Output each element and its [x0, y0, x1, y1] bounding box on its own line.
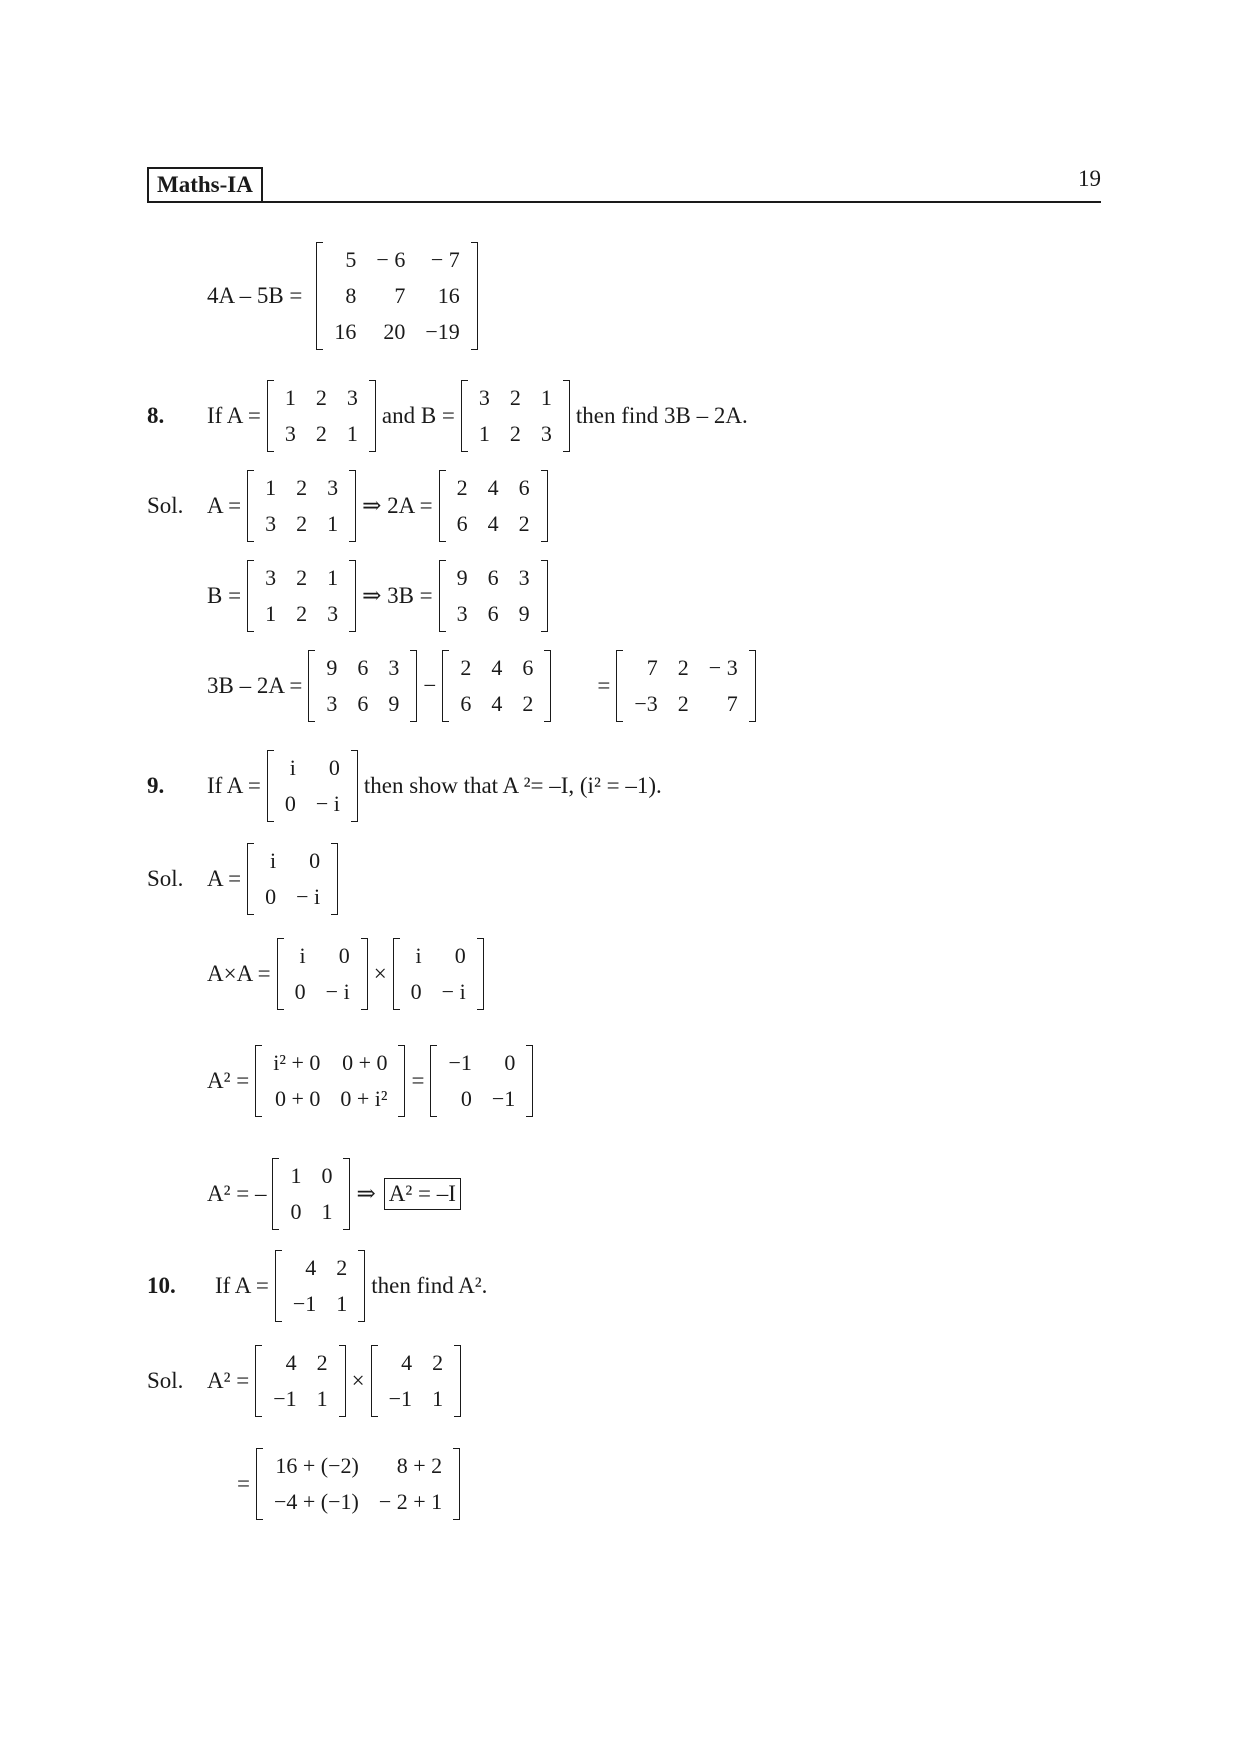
- matrix-row: [447, 506, 540, 542]
- q8-solution-step-1: [147, 470, 554, 542]
- matrix-cell: −1: [388, 1386, 413, 1411]
- matrix-cell: 2: [432, 1350, 444, 1375]
- matrix-cell: 0: [454, 943, 466, 968]
- matrix-cell: −1: [273, 1386, 297, 1411]
- matrix-cell: 0: [504, 1050, 516, 1075]
- matrix-cell: −4 + (−1): [273, 1489, 359, 1514]
- matrix-cell: 0 + i²: [340, 1086, 388, 1111]
- matrix-cell: − i: [315, 791, 340, 816]
- matrix-cell: 2: [296, 565, 308, 590]
- equation-lhs: A² =: [207, 1068, 250, 1093]
- matrix-cell: 3: [478, 385, 490, 410]
- matrix-row: [379, 1345, 453, 1381]
- matrix-cell: 3: [327, 601, 339, 626]
- equation-lhs: 4A – 5B =: [207, 283, 303, 308]
- matrix-row: [275, 416, 368, 452]
- equation-lhs: A =: [207, 866, 242, 891]
- matrix-row: [263, 1381, 337, 1417]
- matrix-row: [264, 1448, 452, 1484]
- matrix-cell: 3: [518, 565, 530, 590]
- matrix-row: [280, 1194, 342, 1230]
- matrix-cell: −1: [448, 1050, 472, 1075]
- matrix-cell: 4: [487, 475, 499, 500]
- matrix-row: [438, 1081, 525, 1117]
- matrix-identity: [272, 1158, 350, 1230]
- question-number: 9.: [147, 773, 165, 798]
- matrix-row: [285, 974, 360, 1010]
- q9-solution-step-1: [147, 843, 344, 915]
- matrix-cell: − 3: [708, 655, 738, 680]
- matrix-row: [316, 650, 409, 686]
- matrix-row: [401, 938, 476, 974]
- matrix-row: [283, 1250, 357, 1286]
- equals-sign: =: [597, 673, 611, 698]
- matrix-cell: 4: [305, 1255, 317, 1280]
- matrix-cell: 9: [388, 691, 400, 716]
- matrix-cell: 1: [327, 511, 339, 536]
- question-9: [147, 750, 662, 822]
- matrix-cell: 2: [456, 475, 468, 500]
- matrix-cell: − i: [296, 884, 321, 909]
- matrix-cell: 3: [327, 475, 339, 500]
- matrix-cell: 1: [284, 385, 296, 410]
- q8-solution-step-2: [207, 560, 554, 632]
- header-title: Maths-IA: [147, 167, 263, 203]
- matrix-cell: 16: [437, 283, 460, 308]
- matrix-cell: 1: [290, 1163, 302, 1188]
- matrix-cell: 3: [265, 565, 277, 590]
- question-text: If A =: [215, 1273, 269, 1298]
- matrix-cell: 9: [518, 601, 530, 626]
- equation-lhs: A² =: [207, 1368, 250, 1393]
- matrix-cell: 2: [522, 691, 534, 716]
- matrix-cell: 0: [290, 1199, 302, 1224]
- matrix-cell: − 7: [430, 247, 460, 272]
- matrix-cell: 1: [327, 565, 339, 590]
- solution-label: Sol.: [147, 493, 184, 518]
- matrix-cell: 0 + 0: [274, 1086, 321, 1111]
- matrix-row: [275, 786, 350, 822]
- question-text: and B =: [381, 403, 455, 428]
- matrix-a: [275, 1250, 365, 1322]
- equals-sign: =: [237, 1471, 250, 1496]
- q10-solution-step-2: [237, 1448, 466, 1520]
- matrix-cell: 3: [346, 385, 358, 410]
- matrix-3b: [439, 560, 548, 632]
- matrix-cell: 8 + 2: [396, 1453, 443, 1478]
- matrix-cell: 0 + 0: [342, 1050, 388, 1075]
- matrix-row: [263, 1345, 337, 1381]
- matrix-cell: 2: [296, 475, 308, 500]
- equals-sign: =: [411, 1068, 425, 1093]
- question-text: then show that A ²= –I, (i² = –1).: [363, 773, 662, 798]
- matrix-cell: 1: [265, 475, 277, 500]
- matrix-row: [316, 686, 409, 722]
- matrix-row: [263, 1045, 397, 1081]
- q9-solution-step-2: [207, 938, 490, 1010]
- matrix: [316, 242, 477, 350]
- matrix-row: [624, 650, 747, 686]
- matrix-cell: 16 + (−2): [275, 1453, 359, 1478]
- matrix-row: [255, 596, 348, 632]
- matrix-row: [324, 278, 469, 314]
- matrix-row: [450, 650, 543, 686]
- matrix-cell: i: [299, 943, 306, 968]
- matrix-cell: 2: [316, 1350, 328, 1375]
- matrix-cell: 6: [487, 601, 499, 626]
- matrix-row: [280, 1158, 342, 1194]
- matrix-row: [264, 1484, 452, 1520]
- matrix-cell: 7: [394, 283, 406, 308]
- matrix-cell: 2: [509, 421, 521, 446]
- matrix-cell: 0: [284, 791, 296, 816]
- matrix-cell: 0: [309, 848, 321, 873]
- matrix-cell: 1: [432, 1386, 444, 1411]
- matrix-cell: 2: [315, 421, 327, 446]
- matrix-b: [247, 560, 356, 632]
- matrix-cell: −19: [425, 319, 460, 344]
- matrix-row: [263, 1081, 397, 1117]
- matrix-cell: 3: [456, 601, 468, 626]
- matrix-cell: 3: [388, 655, 400, 680]
- matrix-2a: [439, 470, 548, 542]
- q8-solution-step-3: [207, 650, 762, 722]
- matrix-cell: 2: [509, 385, 521, 410]
- matrix-cell: 3: [265, 511, 277, 536]
- matrix-cell: 6: [518, 475, 530, 500]
- matrix-row: [275, 380, 368, 416]
- q9-solution-step-4: [207, 1158, 461, 1230]
- equation-lhs: B =: [207, 583, 242, 608]
- matrix-cell: 7: [646, 655, 658, 680]
- matrix-cell: 5: [345, 247, 357, 272]
- matrix-cell: 1: [540, 385, 552, 410]
- matrix-cell: 9: [326, 655, 338, 680]
- q10-solution-step-1: [147, 1345, 467, 1417]
- equation-lhs: A×A =: [207, 961, 271, 986]
- matrix-cell: i² + 0: [273, 1050, 321, 1075]
- matrix-row: [379, 1381, 453, 1417]
- matrix-row: [469, 416, 562, 452]
- matrix-cell: 4: [491, 655, 503, 680]
- question-text: then find 3B – 2A.: [575, 403, 748, 428]
- matrix-row: [469, 380, 562, 416]
- implies-sign: ⇒: [356, 1181, 376, 1206]
- matrix-cell: 20: [383, 319, 406, 344]
- matrix-expanded: [255, 1045, 405, 1117]
- matrix-cell: 6: [487, 565, 499, 590]
- matrix-cell: 0: [321, 1163, 333, 1188]
- matrix-cell: 2: [336, 1255, 348, 1280]
- matrix-cell: 4: [487, 511, 499, 536]
- matrix-cell: 4: [491, 691, 503, 716]
- matrix-a: [247, 470, 356, 542]
- matrix-row: [438, 1045, 525, 1081]
- matrix-cell: 1: [346, 421, 358, 446]
- matrix-expanded: [256, 1448, 460, 1520]
- matrix-a: [247, 843, 338, 915]
- matrix-cell: 0: [265, 884, 277, 909]
- question-text: If A =: [207, 403, 261, 428]
- matrix-cell: 9: [456, 565, 468, 590]
- matrix-cell: 6: [522, 655, 534, 680]
- matrix-cell: 2: [315, 385, 327, 410]
- question-number: 10.: [147, 1273, 176, 1298]
- matrix-neg-identity: [430, 1045, 533, 1117]
- matrix-cell: −3: [634, 691, 658, 716]
- matrix-b: [461, 380, 570, 452]
- matrix-row: [401, 974, 476, 1010]
- matrix-row: [255, 470, 348, 506]
- matrix-cell: 0: [328, 755, 340, 780]
- matrix-cell: 2: [677, 691, 689, 716]
- matrix-a: [267, 380, 376, 452]
- matrix-cell: 1: [478, 421, 490, 446]
- matrix-cell: i: [415, 943, 422, 968]
- matrix-cell: 6: [456, 511, 468, 536]
- matrix-a: [255, 1345, 345, 1417]
- matrix-cell: − i: [325, 979, 350, 1004]
- matrix-row: [624, 686, 747, 722]
- question-number: 8.: [147, 403, 165, 428]
- matrix-cell: 6: [460, 691, 472, 716]
- matrix-3b: [308, 650, 417, 722]
- matrix-cell: 2: [296, 601, 308, 626]
- question-10: [147, 1250, 487, 1322]
- matrix-cell: 2: [296, 511, 308, 536]
- matrix-cell: 7: [726, 691, 738, 716]
- matrix-cell: 3: [540, 421, 552, 446]
- matrix-a: [393, 938, 484, 1010]
- matrix-cell: 6: [357, 655, 369, 680]
- matrix-cell: 0: [410, 979, 422, 1004]
- matrix-cell: 0: [460, 1086, 472, 1111]
- question-text: If A =: [207, 773, 261, 798]
- boxed-result: A² = –I: [384, 1178, 461, 1210]
- matrix-row: [324, 242, 469, 278]
- matrix-row: [255, 560, 348, 596]
- matrix-cell: 8: [345, 283, 357, 308]
- matrix-cell: 3: [284, 421, 296, 446]
- matrix-cell: 2: [518, 511, 530, 536]
- matrix-cell: − 6: [376, 247, 406, 272]
- solution-label: Sol.: [147, 1368, 184, 1393]
- matrix-2a: [442, 650, 551, 722]
- times-sign: ×: [373, 961, 387, 986]
- matrix-a: [277, 938, 368, 1010]
- matrix-cell: 6: [357, 691, 369, 716]
- question-8: [147, 380, 748, 452]
- matrix-cell: 2: [677, 655, 689, 680]
- matrix-row: [255, 506, 348, 542]
- implies-text: ⇒ 3B =: [362, 583, 433, 608]
- matrix-cell: − i: [441, 979, 466, 1004]
- matrix-row: [447, 560, 540, 596]
- equation-lhs: A² = –: [207, 1181, 267, 1206]
- matrix-a: [267, 750, 358, 822]
- matrix-cell: 16: [334, 319, 357, 344]
- matrix-cell: 4: [401, 1350, 413, 1375]
- matrix-cell: 3: [326, 691, 338, 716]
- matrix-row: [447, 470, 540, 506]
- times-sign: ×: [351, 1368, 365, 1393]
- matrix-cell: − 2 + 1: [378, 1489, 443, 1514]
- matrix-a: [371, 1345, 461, 1417]
- matrix-cell: 0: [294, 979, 306, 1004]
- matrix-cell: 1: [265, 601, 277, 626]
- matrix-cell: 1: [316, 1386, 328, 1411]
- matrix-row: [283, 1286, 357, 1322]
- equation-lhs: A =: [207, 493, 242, 518]
- implies-text: ⇒ 2A =: [362, 493, 433, 518]
- matrix-cell: 4: [285, 1350, 297, 1375]
- matrix-row: [324, 314, 469, 350]
- matrix-row: [255, 843, 330, 879]
- matrix-row: [285, 938, 360, 974]
- page-number: 19: [1078, 166, 1101, 191]
- matrix-cell: −1: [491, 1086, 516, 1111]
- matrix-row: [255, 879, 330, 915]
- q9-solution-step-3: [207, 1045, 539, 1117]
- matrix-cell: 2: [460, 655, 472, 680]
- equation-lhs: 3B – 2A =: [207, 673, 303, 698]
- header-rule: [147, 201, 1101, 203]
- matrix-result: [616, 650, 755, 722]
- matrix-cell: 1: [336, 1291, 348, 1316]
- matrix-row: [275, 750, 350, 786]
- matrix-row: [450, 686, 543, 722]
- matrix-cell: 1: [321, 1199, 333, 1224]
- top-equation: [207, 242, 484, 350]
- matrix-cell: −1: [292, 1291, 317, 1316]
- matrix-cell: i: [269, 848, 277, 873]
- matrix-cell: i: [289, 755, 296, 780]
- solution-label: Sol.: [147, 866, 184, 891]
- minus-sign: −: [423, 673, 437, 698]
- question-text: then find A².: [371, 1273, 488, 1298]
- matrix-row: [447, 596, 540, 632]
- matrix-cell: 0: [338, 943, 350, 968]
